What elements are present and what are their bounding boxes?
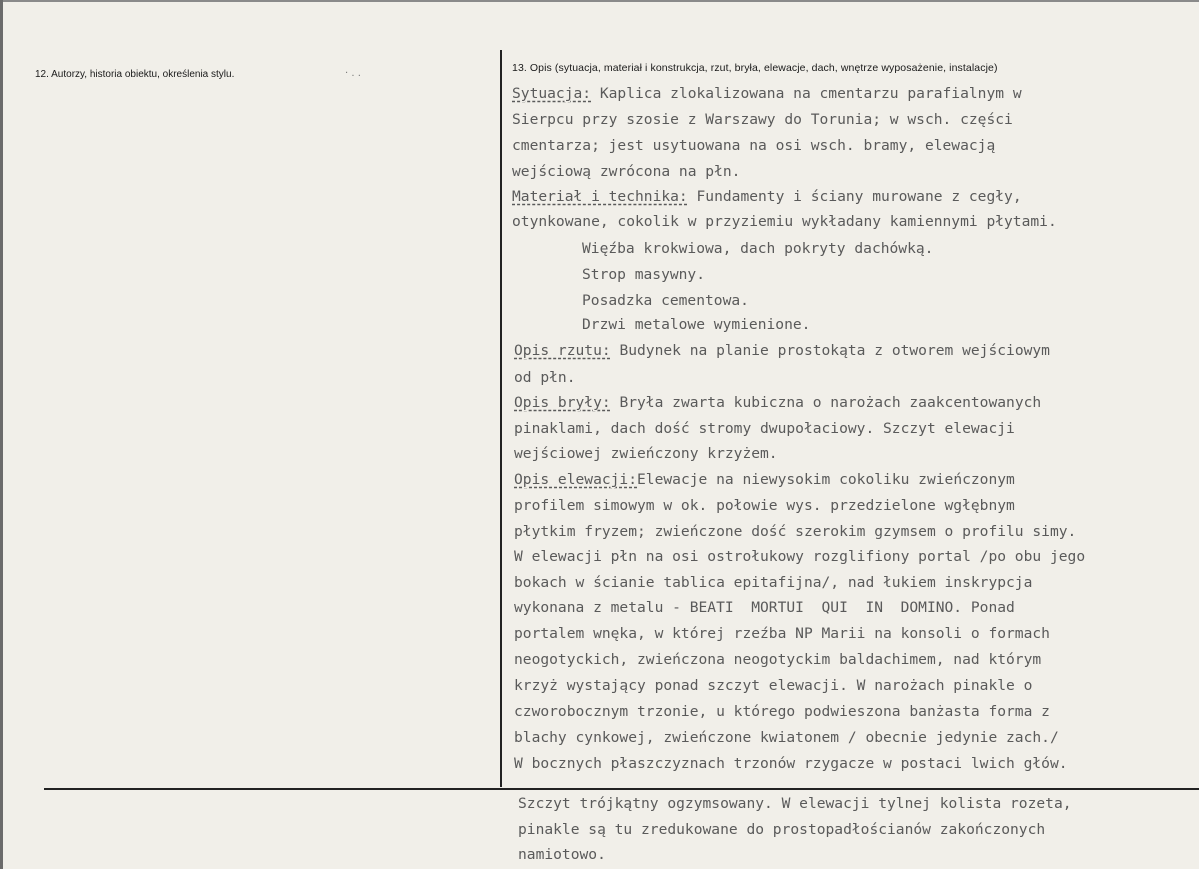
body-line-19: W elewacji płn na osi ostrołukowy rozglifiony portal /po obu jego: [514, 548, 1086, 565]
continuation-line-2: pinakle są tu zredukowane do prostopadłościanów zakończonych: [518, 821, 1046, 838]
body-line-22: portalem wnęka, w której rzeźba NP Marii na konsoli o formach: [514, 625, 1050, 642]
body-line-26: blachy cynkowej, zwieńczone kwiatonem / obecnie jedynie zach./: [514, 729, 1059, 746]
body-line-8: Strop masywny.: [582, 266, 706, 283]
heading-elewacji: Opis elewacji:: [514, 471, 638, 488]
body-line-20: bokach w ścianie tablica epitafijna/, nad łukiem inskrypcja: [514, 574, 1033, 591]
body-line-7: Więźba krokwiowa, dach pokryty dachówką.: [582, 240, 934, 257]
section-13-label: 13. Opis (sytuacja, materiał i konstrukcja, rzut, bryła, elewacje, dach, wnętrze wyposażenie, instalacje): [512, 62, 998, 74]
body-line-23: neogotyckich, zwieńczona neogotyckim baldachimem, nad którym: [514, 651, 1042, 668]
continuation-line-3: namiotowo.: [518, 846, 606, 863]
body-line-1: Sytuacja: Kaplica zlokalizowana na cmentarzu parafialnym w: [512, 85, 1022, 102]
body-line-4: wejściową zwrócona na płn.: [512, 163, 741, 180]
body-line-27: W bocznych płaszczyznach trzonów rzygacze w postaci lwich głów.: [514, 755, 1068, 772]
heading-rzut: Opis rzutu:: [514, 342, 611, 359]
section-12-label: 12. Autorzy, historia obiektu, określenia stylu.: [35, 69, 235, 80]
body-line-6: otynkowane, cokolik w przyziemiu wykładany kamiennymi płytami.: [512, 213, 1057, 230]
body-line-16: Opis elewacji:Elewacje na niewysokim cokoliku zwieńczonym: [514, 471, 1015, 488]
body-line-13: Opis bryły: Bryła zwarta kubiczna o narożach zaakcentowanych: [514, 394, 1042, 411]
body-line-18: płytkim fryzem; zwieńczone dość szerokim gzymsem o profilu simy.: [514, 523, 1077, 540]
body-line-9: Posadzka cementowa.: [582, 292, 749, 309]
body-line-24: krzyż wystający ponad szczyt elewacji. W narożach pinakle o: [514, 677, 1033, 694]
section-divider: [44, 788, 1199, 790]
body-line-17: profilem simowym w ok. połowie wys. przedzielone wgłębnym: [514, 497, 1015, 514]
body-line-5: Materiał i technika: Fundamenty i ściany murowane z cegły,: [512, 188, 1022, 205]
body-line-21: wykonana z metalu - BEATI MORTUI QUI IN DOMINO. Ponad: [514, 599, 1015, 616]
page-left-edge: [0, 0, 3, 869]
body-line-25: czworobocznym trzonie, u którego podwieszona banżasta forma z: [514, 703, 1050, 720]
continuation-line-1: Szczyt trójkątny ogzymsowany. W elewacji tylnej kolista rozeta,: [518, 795, 1072, 812]
body-line-3: cmentarza; jest usytuowana na osi wsch. bramy, elewacją: [512, 137, 996, 154]
heading-material: Materiał i technika:: [512, 188, 688, 205]
body-line-2: Sierpcu przy szosie z Warszawy do Torunia; w wsch. części: [512, 111, 1013, 128]
heading-bryla: Opis bryły:: [514, 394, 611, 411]
body-line-12: od płn.: [514, 369, 576, 386]
page-top-edge: [0, 0, 1199, 2]
body-line-14: pinaklami, dach dość stromy dwupołaciowy. Szczyt elewacji: [514, 420, 1015, 437]
column-divider: [500, 50, 502, 787]
body-line-10: Drzwi metalowe wymienione.: [582, 316, 811, 333]
body-line-11: Opis rzutu: Budynek na planie prostokąta z otworem wejściowym: [514, 342, 1050, 359]
ink-specks: · . .: [345, 68, 361, 79]
heading-sytuacja: Sytuacja:: [512, 85, 592, 102]
body-line-15: wejściowej zwieńczony krzyżem.: [514, 445, 778, 462]
